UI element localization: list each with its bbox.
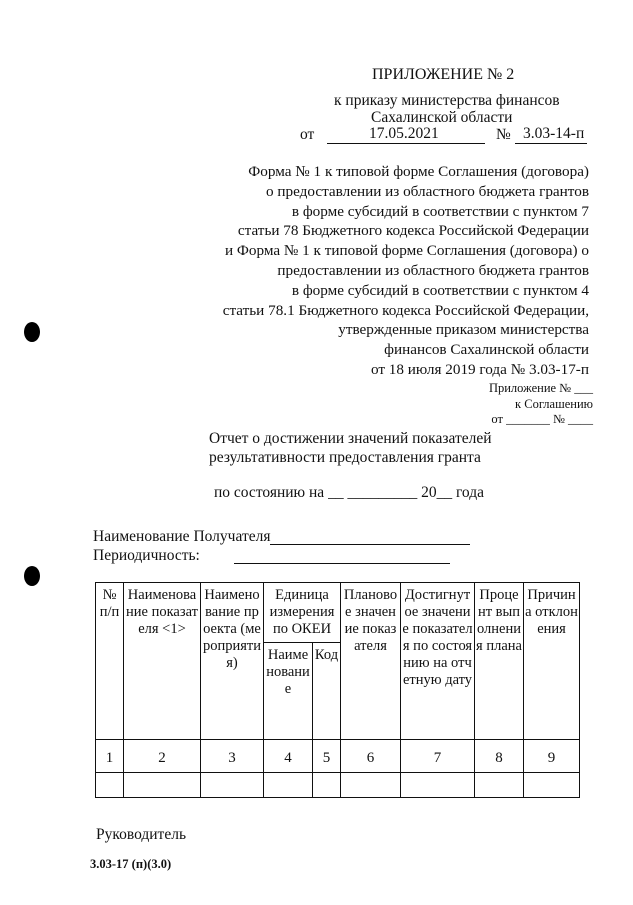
punch-hole-top xyxy=(24,322,40,342)
report-table xyxy=(95,582,580,798)
column-number: 8 xyxy=(475,740,524,773)
header-unit-code: Код xyxy=(313,643,341,740)
form-note-line: и Форма № 1 к типовой форме Соглашения (договора) о xyxy=(224,242,589,260)
header-percent: Процент выполнения плана xyxy=(475,583,524,740)
report-title-line: результативности предоставления гранта xyxy=(209,448,481,466)
recipient-field[interactable] xyxy=(270,544,470,545)
form-note-line: в форме субсидий в соответствии с пунктом 4 xyxy=(291,281,589,299)
header-planned: Плановое значение показателя xyxy=(341,583,401,740)
header-num: № п/п xyxy=(96,583,124,740)
header-unit: Единица измерения по ОКЕИ xyxy=(264,583,341,643)
table-cell[interactable] xyxy=(401,773,475,798)
table-cell[interactable] xyxy=(264,773,313,798)
form-note-line: финансов Сахалинской области xyxy=(384,341,589,359)
agreement-ref-line: от _______ № ____ xyxy=(491,412,593,426)
form-note-line: утвержденные приказом министерства xyxy=(338,321,589,339)
form-note-line: статьи 78 Бюджетного кодекса Российской Федерации xyxy=(237,222,589,240)
column-number: 5 xyxy=(313,740,341,773)
table-cell[interactable] xyxy=(524,773,580,798)
doc-code: 3.03-17 (п)(3.0) xyxy=(90,857,172,871)
table-cell[interactable] xyxy=(201,773,264,798)
recipient-label: Наименование Получателя xyxy=(93,528,271,545)
column-number: 1 xyxy=(96,740,124,773)
region-line: Сахалинской области xyxy=(371,109,513,126)
period-field[interactable] xyxy=(234,563,450,564)
report-as-of: по состоянию на __ _________ 20__ года xyxy=(214,484,484,501)
form-note-line: Форма № 1 к типовой форме Соглашения (договора) xyxy=(248,163,589,180)
table-cell[interactable] xyxy=(341,773,401,798)
column-number: 9 xyxy=(524,740,580,773)
number-label: № xyxy=(496,126,511,143)
order-date-underline xyxy=(327,143,485,144)
column-number: 7 xyxy=(401,740,475,773)
agreement-ref-line: Приложение № ___ xyxy=(488,381,593,395)
form-note-line: предоставлении из областного бюджета грантов xyxy=(277,261,589,279)
table-cell[interactable] xyxy=(124,773,201,798)
column-number: 3 xyxy=(201,740,264,773)
to-order-line: к приказу министерства финансов xyxy=(334,92,560,109)
agreement-ref-line: к Соглашению xyxy=(515,396,593,411)
table-row xyxy=(96,773,580,798)
header-reasons: Причина отклонения xyxy=(524,583,580,740)
from-label: от xyxy=(300,126,315,143)
form-note-line: статьи 78.1 Бюджетного кодекса Российской Федерации, xyxy=(222,301,589,319)
table-cell[interactable] xyxy=(475,773,524,798)
table-cell[interactable] xyxy=(96,773,124,798)
form-note-line: от 18 июля 2019 года № 3.03-17-п xyxy=(370,360,589,378)
form-note-line: в форме субсидий в соответствии с пунктом 7 xyxy=(291,202,589,220)
appendix-title: ПРИЛОЖЕНИЕ № 2 xyxy=(372,66,515,83)
order-date: 17.05.2021 xyxy=(369,125,439,142)
table-cell[interactable] xyxy=(313,773,341,798)
column-number: 6 xyxy=(341,740,401,773)
report-title-line: Отчет о достижении значений показателей xyxy=(209,430,492,447)
period-label: Периодичность: xyxy=(93,547,200,564)
head-label: Руководитель xyxy=(96,826,187,843)
agreement-ref xyxy=(489,381,593,428)
form-note-line: о предоставлении из областного бюджета грантов xyxy=(266,182,589,200)
order-number-underline xyxy=(515,143,587,144)
report-title xyxy=(209,430,492,467)
header-project: Наименование проекта (мероприятия) xyxy=(201,583,264,740)
header-indicator: Наименование показателя <1> xyxy=(124,583,201,740)
punch-hole-bottom xyxy=(24,566,40,586)
column-number: 4 xyxy=(264,740,313,773)
form-note xyxy=(223,162,589,380)
column-number: 2 xyxy=(124,740,201,773)
header-unit-name: Наименование xyxy=(264,643,313,740)
header-achieved: Достигнутое значение показателя по состоянию на отчетную дату xyxy=(401,583,475,740)
order-number: 3.03-14-п xyxy=(523,125,585,142)
